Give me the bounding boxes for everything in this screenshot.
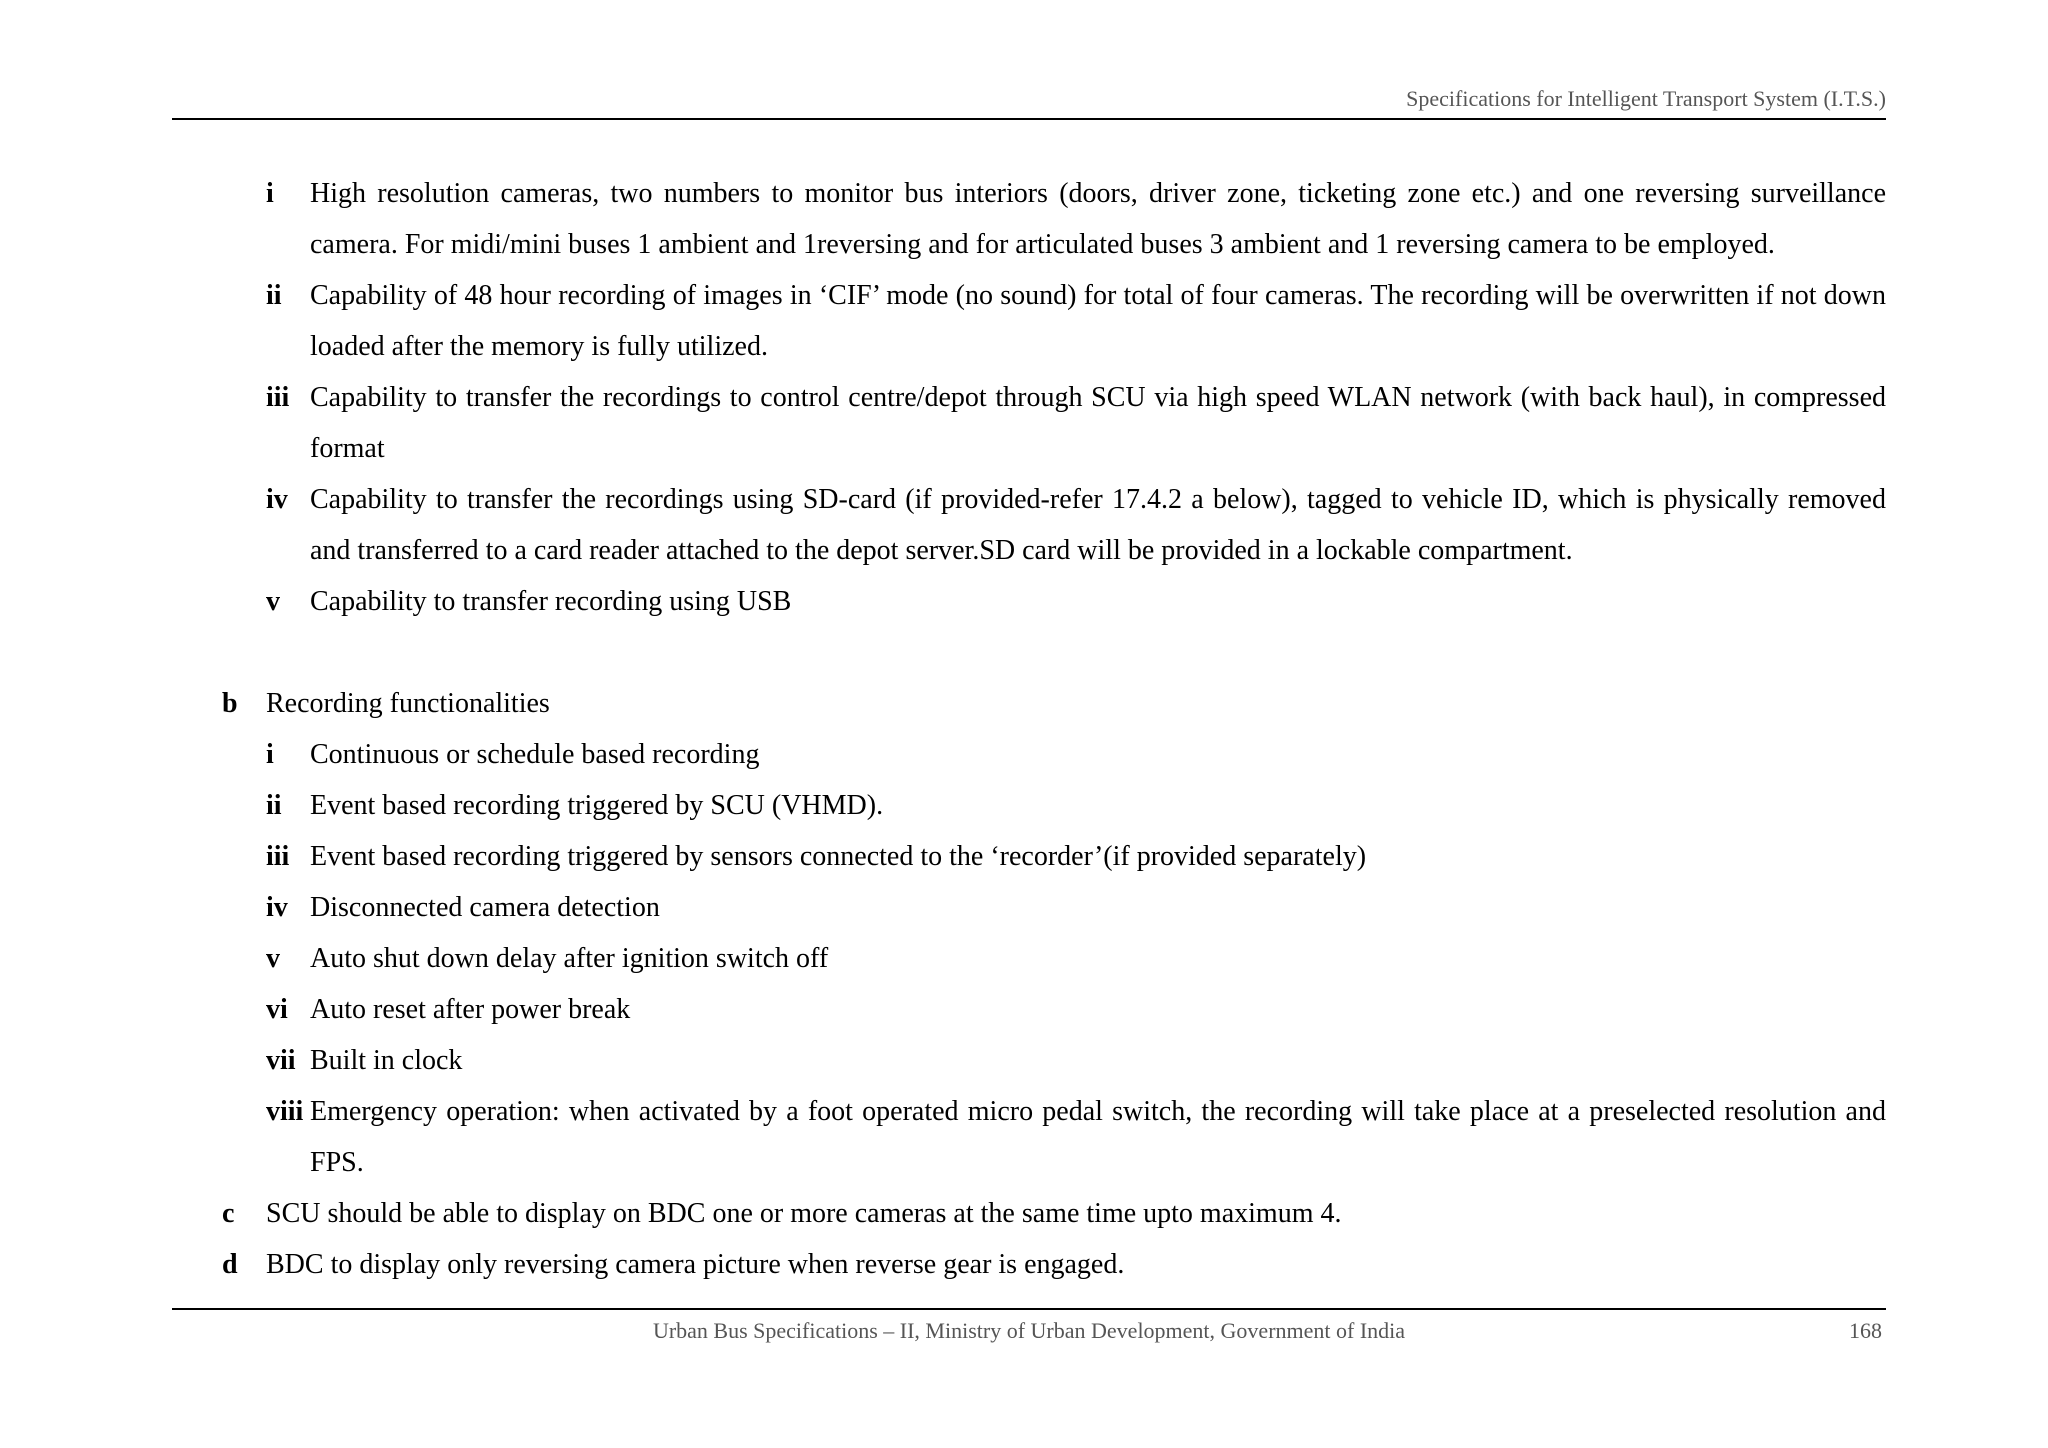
list-item-text: Emergency operation: when activated by a foot operated micro pedal switch, the recording will take place at a preselected resolution and FPS. [310,1096,1886,1178]
list-marker: iv [266,892,288,923]
section-marker: b [222,688,238,719]
list-item [172,729,1886,780]
list-marker: v [266,586,280,617]
page-footer [172,1308,1886,1354]
list-marker: iii [266,382,290,413]
page-header [172,84,1886,120]
list-item-text: High resolution cameras, two numbers to monitor bus interiors (doors, driver zone, ticketing zone etc.) and one reversing surveillance camera. For midi/mini buses 1 ambient and 1reversing and for articulated buses 3 ambient and 1 reversing camera to be employed. [310,178,1886,260]
list-item-text: Auto shut down delay after ignition switch off [310,943,829,974]
section-heading [172,678,1886,729]
list-item-text: Capability to transfer the recordings to control centre/depot through SCU via high speed WLAN network (with back haul), in compressed format [310,382,1886,464]
section-marker: c [222,1198,235,1229]
list-item [172,270,1886,372]
list-item-text: Disconnected camera detection [310,892,660,923]
list-item [172,831,1886,882]
header-title: Specifications for Intelligent Transport System (I.T.S.) [1406,86,1886,111]
list-item [172,780,1886,831]
list-marker: vii [266,1045,296,1076]
list-item-text: Built in clock [310,1045,463,1076]
list-marker: viii [266,1096,304,1127]
list-item [172,372,1886,474]
section-marker: d [222,1249,238,1280]
list-item-text: Capability to transfer the recordings using SD-card (if provided-refer 17.4.2 a below), tagged to vehicle ID, which is physically removed and transferred to a card reader attached to the depot server.SD card will be provided in a lockable compartment. [310,484,1886,566]
list-item [172,933,1886,984]
list-marker: iv [266,484,288,515]
spacer [172,627,1886,678]
footer-text: Urban Bus Specifications – II, Ministry of Urban Development, Government of India [652,1318,1406,1343]
list-item-text: Event based recording triggered by sensors connected to the ‘recorder’(if provided separately) [310,841,1367,872]
section-title: Recording functionalities [266,688,550,719]
list-item [172,474,1886,576]
section-text: BDC to display only reversing camera picture when reverse gear is engaged. [266,1249,1125,1280]
list-item-text: Continuous or schedule based recording [310,739,760,770]
section-text: SCU should be able to display on BDC one or more cameras at the same time upto maximum 4. [266,1198,1342,1229]
list-marker: vi [266,994,288,1025]
list-item-text: Capability of 48 hour recording of images in ‘CIF’ mode (no sound) for total of four cameras. The recording will be overwritten if not down loaded after the memory is fully utilized. [310,280,1886,362]
list-marker: v [266,943,280,974]
list-marker: i [266,739,274,770]
list-item [172,168,1886,270]
list-marker: ii [266,790,282,821]
section-item [172,1239,1886,1290]
list-marker: i [266,178,274,209]
list-item [172,1086,1886,1188]
section-item [172,1188,1886,1239]
list-marker: ii [266,280,282,311]
document-body [172,168,1886,1290]
list-item [172,576,1886,627]
list-item [172,1035,1886,1086]
page-number: 168 [1849,1318,1882,1343]
list-item-text: Event based recording triggered by SCU (VHMD). [310,790,884,821]
list-item [172,984,1886,1035]
list-marker: iii [266,841,290,872]
list-item-text: Capability to transfer recording using USB [310,586,792,617]
list-item [172,882,1886,933]
list-item-text: Auto reset after power break [310,994,631,1025]
